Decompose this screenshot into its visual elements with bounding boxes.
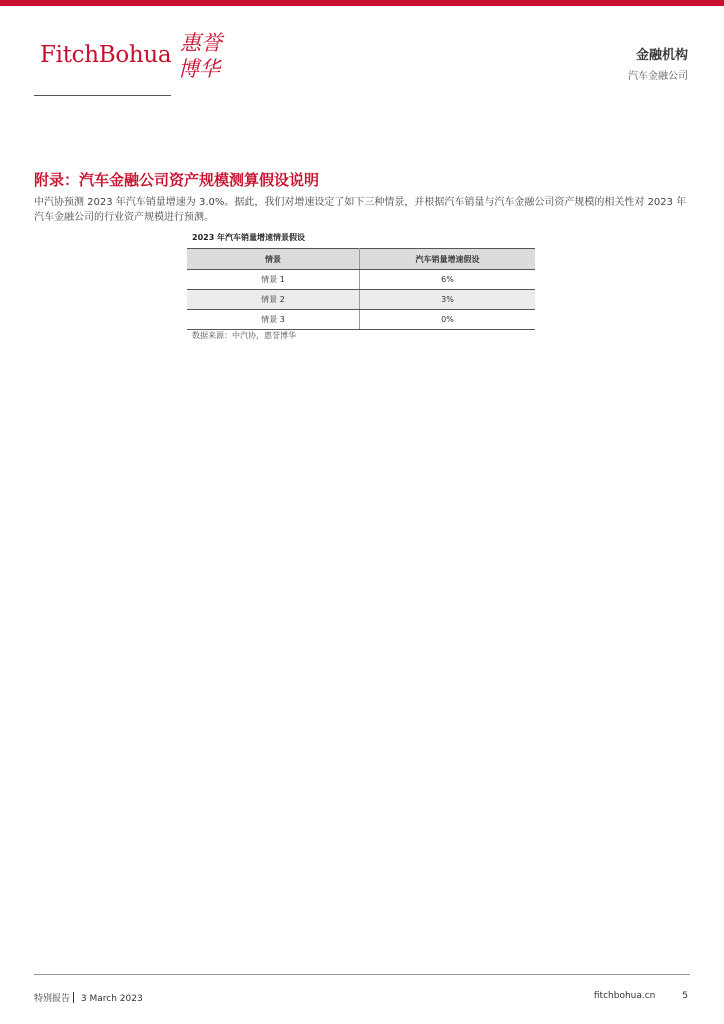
table-cell-scenario: 情景 1 [187,270,360,290]
section-title: 附录：汽车金融公司资产规模测算假设说明 [34,171,320,189]
table-cell-growth: 0% [360,310,536,330]
footer-report-type: 特别报告 [34,994,71,1004]
logo-chinese-mark [178,30,234,82]
page-number: 5 [682,991,688,1001]
header-category: 金融机构 [635,48,688,63]
logo-chinese-line-2: 博华 [178,57,220,81]
footer-left [34,991,143,1004]
table-row [187,270,535,290]
logo-wordmark: FitchBohua [40,42,172,68]
table-row [187,310,535,330]
body-paragraph: 中汽协预测 2023 年汽车销量增速为 3.0%。据此，我们对增速设定了如下三种情景，并根据汽车销量与汽车金融公司资产规模的相关性对 2023 年汽车金融公司的行业资产规模进行预测。 [34,197,687,223]
table-cell-scenario: 情景 2 [187,290,360,310]
footer-divider [34,974,690,975]
table-cell-growth: 6% [360,270,536,290]
logo-divider [34,95,171,96]
footer-separator [73,992,74,1003]
table-title: 2023 年汽车销量增速情景假设 [192,233,306,242]
table-row [187,290,535,310]
table-cell-scenario: 情景 3 [187,310,360,330]
logo-chinese-line-1: 惠誉 [180,31,222,55]
top-accent-bar [0,0,724,6]
page-header [628,44,688,82]
table-header-scenario: 情景 [187,249,360,270]
scenario-table [187,248,535,330]
footer-right [594,991,688,1001]
footer-website-link[interactable]: fitchbohua.cn [593,991,656,1001]
table-header-growth: 汽车销量增速假设 [360,249,536,270]
footer-date: 3 March 2023 [80,994,143,1004]
header-subcategory: 汽车金融公司 [628,71,688,82]
table-header-row [187,249,535,270]
table-source-note: 数据来源：中汽协，惠誉博华 [192,331,296,340]
table-cell-growth: 3% [360,290,536,310]
